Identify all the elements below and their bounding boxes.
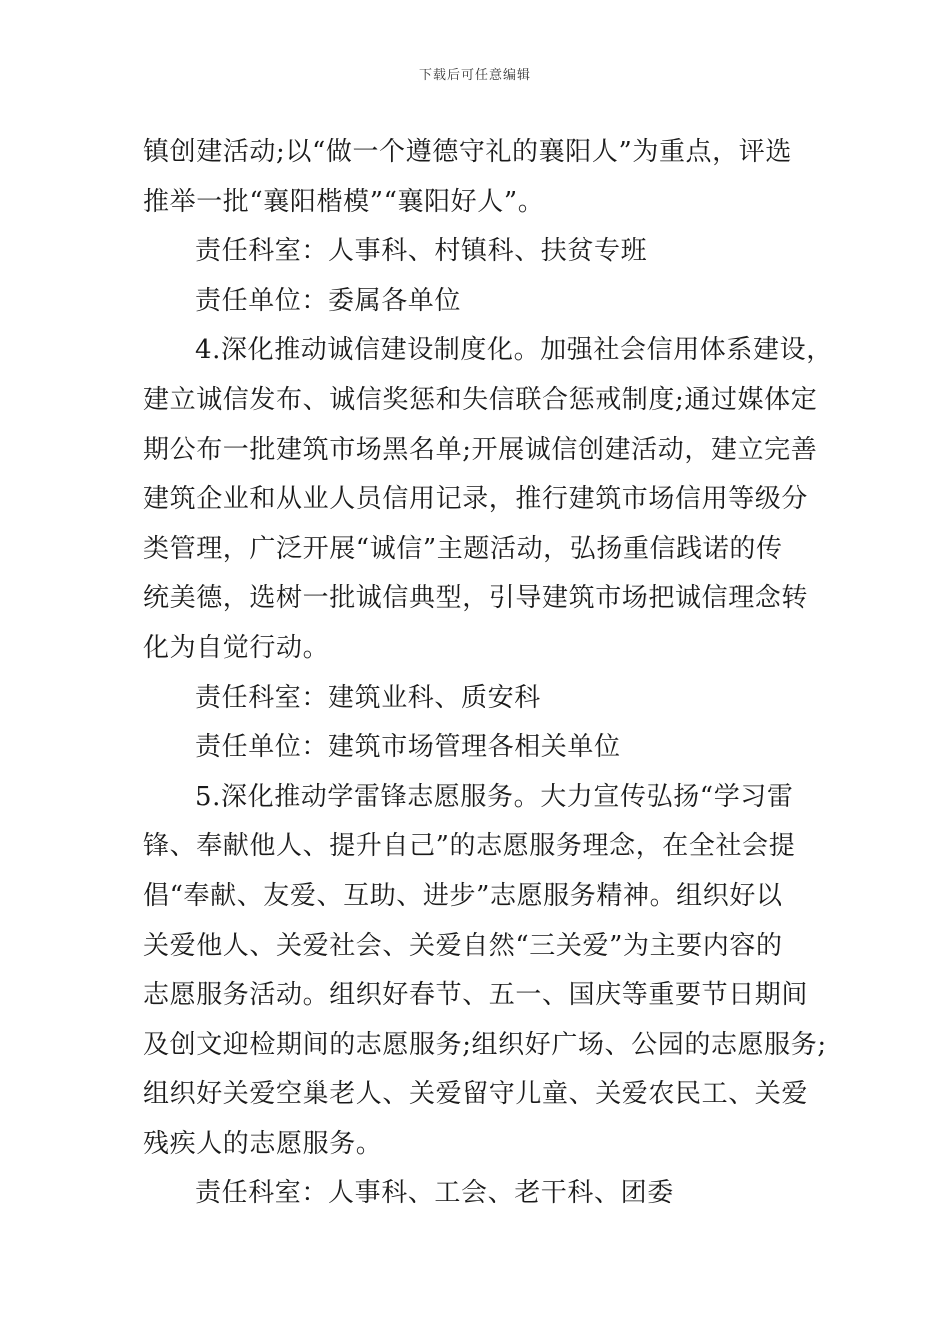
paragraph-line: 类管理，广泛开展“诚信”主题活动，弘扬重信践诺的传 [143,533,783,564]
paragraph-line: 建立诚信发布、诚信奖惩和失信联合惩戒制度;通过媒体定 [143,384,818,415]
paragraph-line: 倡“奉献、友爱、互助、进步”志愿服务精神。组织好以 [143,880,783,911]
paragraph-line: 期公布一批建筑市场黑名单;开展诚信创建活动，建立完善 [143,434,818,465]
paragraph-line: 志愿服务活动。组织好春节、五一、国庆等重要节日期间 [143,980,809,1011]
paragraph-line: 化为自觉行动。 [143,632,330,663]
document-body [143,128,833,1219]
paragraph-line: 锋、奉献他人、提升自己”的志愿服务理念，在全社会提 [143,831,796,862]
paragraph-line: 组织好关爱空巢老人、关爱留守儿童、关爱农民工、关爱 [143,1079,809,1110]
paragraph-line: 残疾人的志愿服务。 [143,1128,383,1159]
responsible-unit-line: 责任单位：建筑市场管理各相关单位 [195,732,621,763]
section-heading-line: 5.深化推动学雷锋志愿服务。大力宣传弘扬“学习雷 [195,781,794,812]
responsible-office-line: 责任科室：人事科、村镇科、扶贫专班 [195,236,648,267]
page-header-note: 下载后可任意编辑 [418,68,531,83]
paragraph-line: 推举一批“襄阳楷模”“襄阳好人”。 [143,186,545,217]
paragraph-line: 统美德，选树一批诚信典型，引导建筑市场把诚信理念转 [143,583,809,614]
paragraph-line: 建筑企业和从业人员信用记录，推行建筑市场信用等级分 [143,484,809,515]
responsible-office-line: 责任科室：建筑业科、质安科 [195,682,541,713]
responsible-unit-line: 责任单位：委属各单位 [195,285,462,316]
paragraph-line: 镇创建活动;以“做一个遵德守礼的襄阳人”为重点，评选 [143,137,792,167]
responsible-office-line: 责任科室：人事科、工会、老干科、团委 [195,1178,674,1209]
paragraph-line: 及创文迎检期间的志愿服务;组织好广场、公园的志愿服务; [143,1029,827,1060]
paragraph-line: 关爱他人、关爱社会、关爱自然“三关爱”为主要内容的 [143,930,783,961]
section-heading-line: 4.深化推动诚信建设制度化。加强社会信用体系建设， [195,335,833,366]
